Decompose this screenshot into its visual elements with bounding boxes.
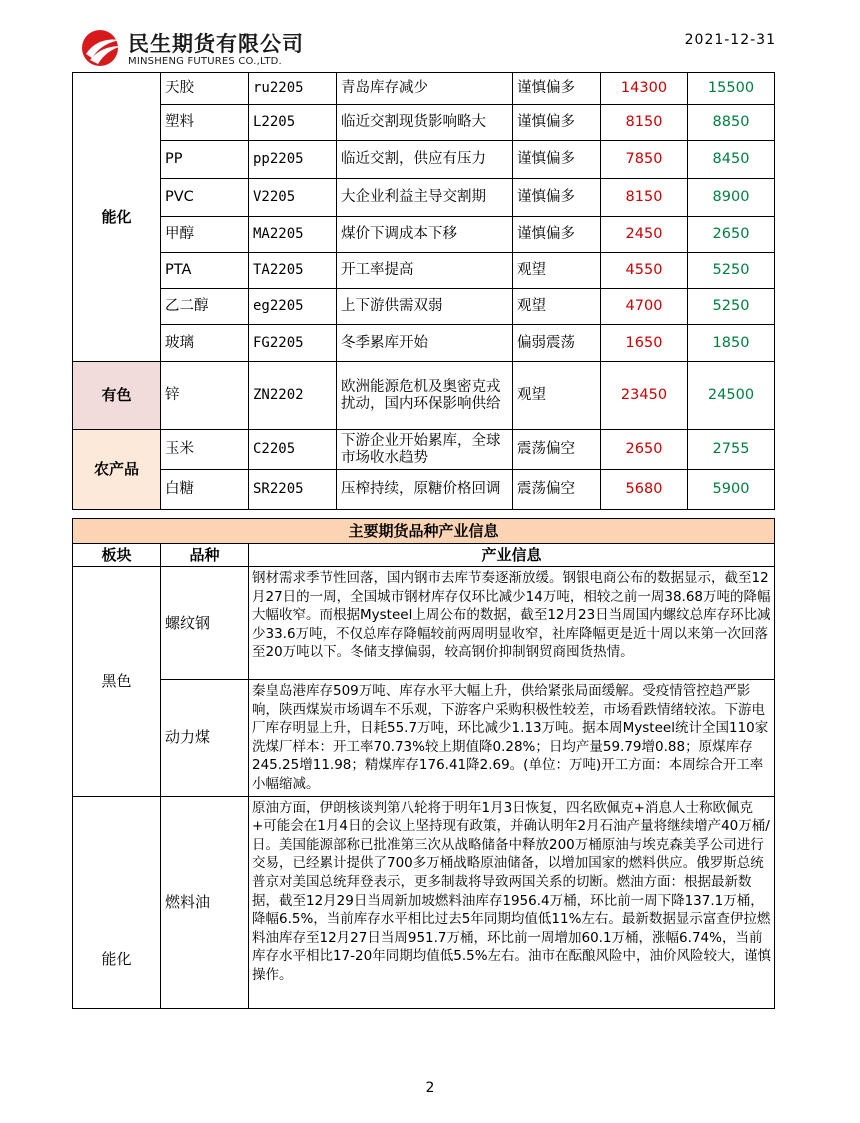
strategy-row (73, 430, 775, 470)
industry-row (73, 567, 775, 680)
price-low-cell: 4550 (601, 253, 688, 289)
price-high-cell: 5250 (688, 289, 775, 325)
strategy-row (73, 141, 775, 179)
industry-row (73, 680, 775, 797)
view-cell: 震荡偏空 (513, 430, 601, 470)
industry-row (73, 796, 775, 1008)
product-cell: 甲醇 (161, 217, 249, 253)
price-low-cell: 8150 (601, 105, 688, 141)
price-low-cell: 14300 (601, 73, 688, 105)
price-high-cell: 5250 (688, 253, 775, 289)
reason-cell: 上下游供需双弱 (337, 289, 513, 325)
contract-code-cell: ru2205 (249, 73, 337, 105)
product-cell: 天胶 (161, 73, 249, 105)
product-cell: PP (161, 141, 249, 179)
strategy-row (73, 325, 775, 362)
strategy-row (73, 105, 775, 141)
company-logo (80, 26, 320, 72)
industry-info-text: 原油方面，伊朗核谈判第八轮将于明年1月3日恢复，四名欧佩克+消息人士称欧佩克+可能会在1月4日的会议上坚持现有政策，并确认明年2月石油产量将继续增产40万桶/日。美国能源部称已批准第三次从战略储备中释放200万桶原油与埃克森美孚公司进行交易，已经累计提供了700多万桶战略原油储备，以增加国家的燃料供应。俄罗斯总统普京对美国总统拜登表示，更多制裁将导致两国关系的切断。燃油方面：根据最新数据，截至12月29日当周新加坡燃料油库存1956.4万桶，环比前一周下降137.1万桶，降幅6.5%，当前库存水平相比过去5年同期均值低11%左右。最新数据显示富查伊拉燃料油库存至12月27日当周951.7万桶，环比前一周增加60.1万桶，涨幅6.74%，当前库存水平相比17-20年同期均值低5.5%左右。油市在酝酿风险中，油价风险较大，谨慎操作。 (249, 796, 775, 1008)
industry-sector-cell: 黑色 (73, 567, 161, 797)
product-cell: 乙二醇 (161, 289, 249, 325)
price-high-cell: 5900 (688, 470, 775, 510)
price-low-cell: 1650 (601, 325, 688, 362)
view-cell: 观望 (513, 289, 601, 325)
contract-code-cell: V2205 (249, 179, 337, 217)
contract-code-cell: MA2205 (249, 217, 337, 253)
minsheng-logo-icon (80, 28, 124, 68)
product-cell: PTA (161, 253, 249, 289)
product-cell: 锌 (161, 362, 249, 430)
strategy-table (72, 72, 775, 510)
reason-cell: 开工率提高 (337, 253, 513, 289)
product-cell: 玻璃 (161, 325, 249, 362)
strategy-row (73, 362, 775, 430)
reason-cell: 煤价下调成本下移 (337, 217, 513, 253)
price-high-cell: 8900 (688, 179, 775, 217)
product-cell: 玉米 (161, 430, 249, 470)
strategy-row (73, 289, 775, 325)
strategy-row (73, 73, 775, 105)
contract-code-cell: eg2205 (249, 289, 337, 325)
view-cell: 谨慎偏多 (513, 179, 601, 217)
view-cell: 观望 (513, 362, 601, 430)
contract-code-cell: L2205 (249, 105, 337, 141)
reason-cell: 青岛库存减少 (337, 73, 513, 105)
reason-cell: 临近交割，供应有压力 (337, 141, 513, 179)
sector-cell: 农产品 (73, 430, 161, 510)
logo-english-name: MINSHENG FUTURES CO.,LTD. (128, 56, 282, 67)
price-low-cell: 23450 (601, 362, 688, 430)
price-low-cell: 7850 (601, 141, 688, 179)
reason-cell: 大企业利益主导交割期 (337, 179, 513, 217)
reason-cell: 冬季累库开始 (337, 325, 513, 362)
view-cell: 偏弱震荡 (513, 325, 601, 362)
price-high-cell: 8850 (688, 105, 775, 141)
view-cell: 谨慎偏多 (513, 73, 601, 105)
page-header (0, 0, 860, 75)
header-info: 产业信息 (249, 544, 775, 567)
contract-code-cell: TA2205 (249, 253, 337, 289)
product-cell: 塑料 (161, 105, 249, 141)
price-low-cell: 2450 (601, 217, 688, 253)
price-high-cell: 2650 (688, 217, 775, 253)
contract-code-cell: pp2205 (249, 141, 337, 179)
strategy-row (73, 179, 775, 217)
industry-product-cell: 燃料油 (161, 796, 249, 1008)
price-low-cell: 2650 (601, 430, 688, 470)
product-cell: PVC (161, 179, 249, 217)
header-sector: 板块 (73, 544, 161, 567)
contract-code-cell: C2205 (249, 430, 337, 470)
view-cell: 谨慎偏多 (513, 105, 601, 141)
product-cell: 白糖 (161, 470, 249, 510)
contract-code-cell: ZN2202 (249, 362, 337, 430)
price-high-cell: 8450 (688, 141, 775, 179)
industry-sector-cell: 能化 (73, 796, 161, 1008)
industry-info-text: 钢材需求季节性回落，国内钢市去库节奏逐渐放缓。钢银电商公布的数据显示，截至12月27日的一周，全国城市钢材库存仅环比减少14万吨，相较之前一周38.68万吨的降幅大幅收窄。而根据Mysteel上周公布的数据，截至12月23日当周国内螺纹总库存环比减少33.6万吨，不仅总库存降幅较前两周明显收窄，社库降幅更是近十周以来第一次回落至20万吨以下。冬储支撑偏弱，较高钢价抑制钢贸商囤货热情。 (249, 567, 775, 680)
strategy-row (73, 253, 775, 289)
header-product: 品种 (161, 544, 249, 567)
reason-cell: 下游企业开始累库，全球市场收水趋势 (337, 430, 513, 470)
price-high-cell: 24500 (688, 362, 775, 430)
contract-code-cell: SR2205 (249, 470, 337, 510)
page-number: 2 (425, 1080, 435, 1096)
strategy-row (73, 470, 775, 510)
view-cell: 观望 (513, 253, 601, 289)
view-cell: 谨慎偏多 (513, 141, 601, 179)
sector-cell: 能化 (73, 73, 161, 362)
industry-info-text: 秦皇岛港库存509万吨、库存水平大幅上升，供给紧张局面缓解。受疫情管控趋严影响，陕西煤炭市场调车不乐观，下游客户采购积极性较差，市场看跌情绪较浓。下游电厂库存明显上升，日耗55.7万吨，环比减少1.13万吨。据本周Mysteel统计全国110家洗煤厂样本：开工率70.73%较上期值降0.28%；日均产量59.79增0.88；原煤库存245.25增11.98；精煤库存176.41降2.69。(单位：万吨)开工方面：本周综合开工率小幅缩减。 (249, 680, 775, 797)
strategy-row (73, 217, 775, 253)
price-low-cell: 8150 (601, 179, 688, 217)
industry-title: 主要期货品种产业信息 (73, 519, 775, 544)
view-cell: 震荡偏空 (513, 470, 601, 510)
contract-code-cell: FG2205 (249, 325, 337, 362)
sector-cell: 有色 (73, 362, 161, 430)
industry-product-cell: 螺纹钢 (161, 567, 249, 680)
industry-info-table (72, 518, 775, 1009)
reason-cell: 临近交割现货影响略大 (337, 105, 513, 141)
price-high-cell: 1850 (688, 325, 775, 362)
price-low-cell: 5680 (601, 470, 688, 510)
report-date: 2021-12-31 (684, 32, 776, 48)
industry-product-cell: 动力煤 (161, 680, 249, 797)
price-low-cell: 4700 (601, 289, 688, 325)
reason-cell: 欧洲能源危机及奥密克戎扰动，国内环保影响供给 (337, 362, 513, 430)
reason-cell: 压榨持续，原糖价格回调 (337, 470, 513, 510)
logo-chinese-name: 民生期货有限公司 (128, 32, 304, 56)
price-high-cell: 15500 (688, 73, 775, 105)
view-cell: 谨慎偏多 (513, 217, 601, 253)
price-high-cell: 2755 (688, 430, 775, 470)
